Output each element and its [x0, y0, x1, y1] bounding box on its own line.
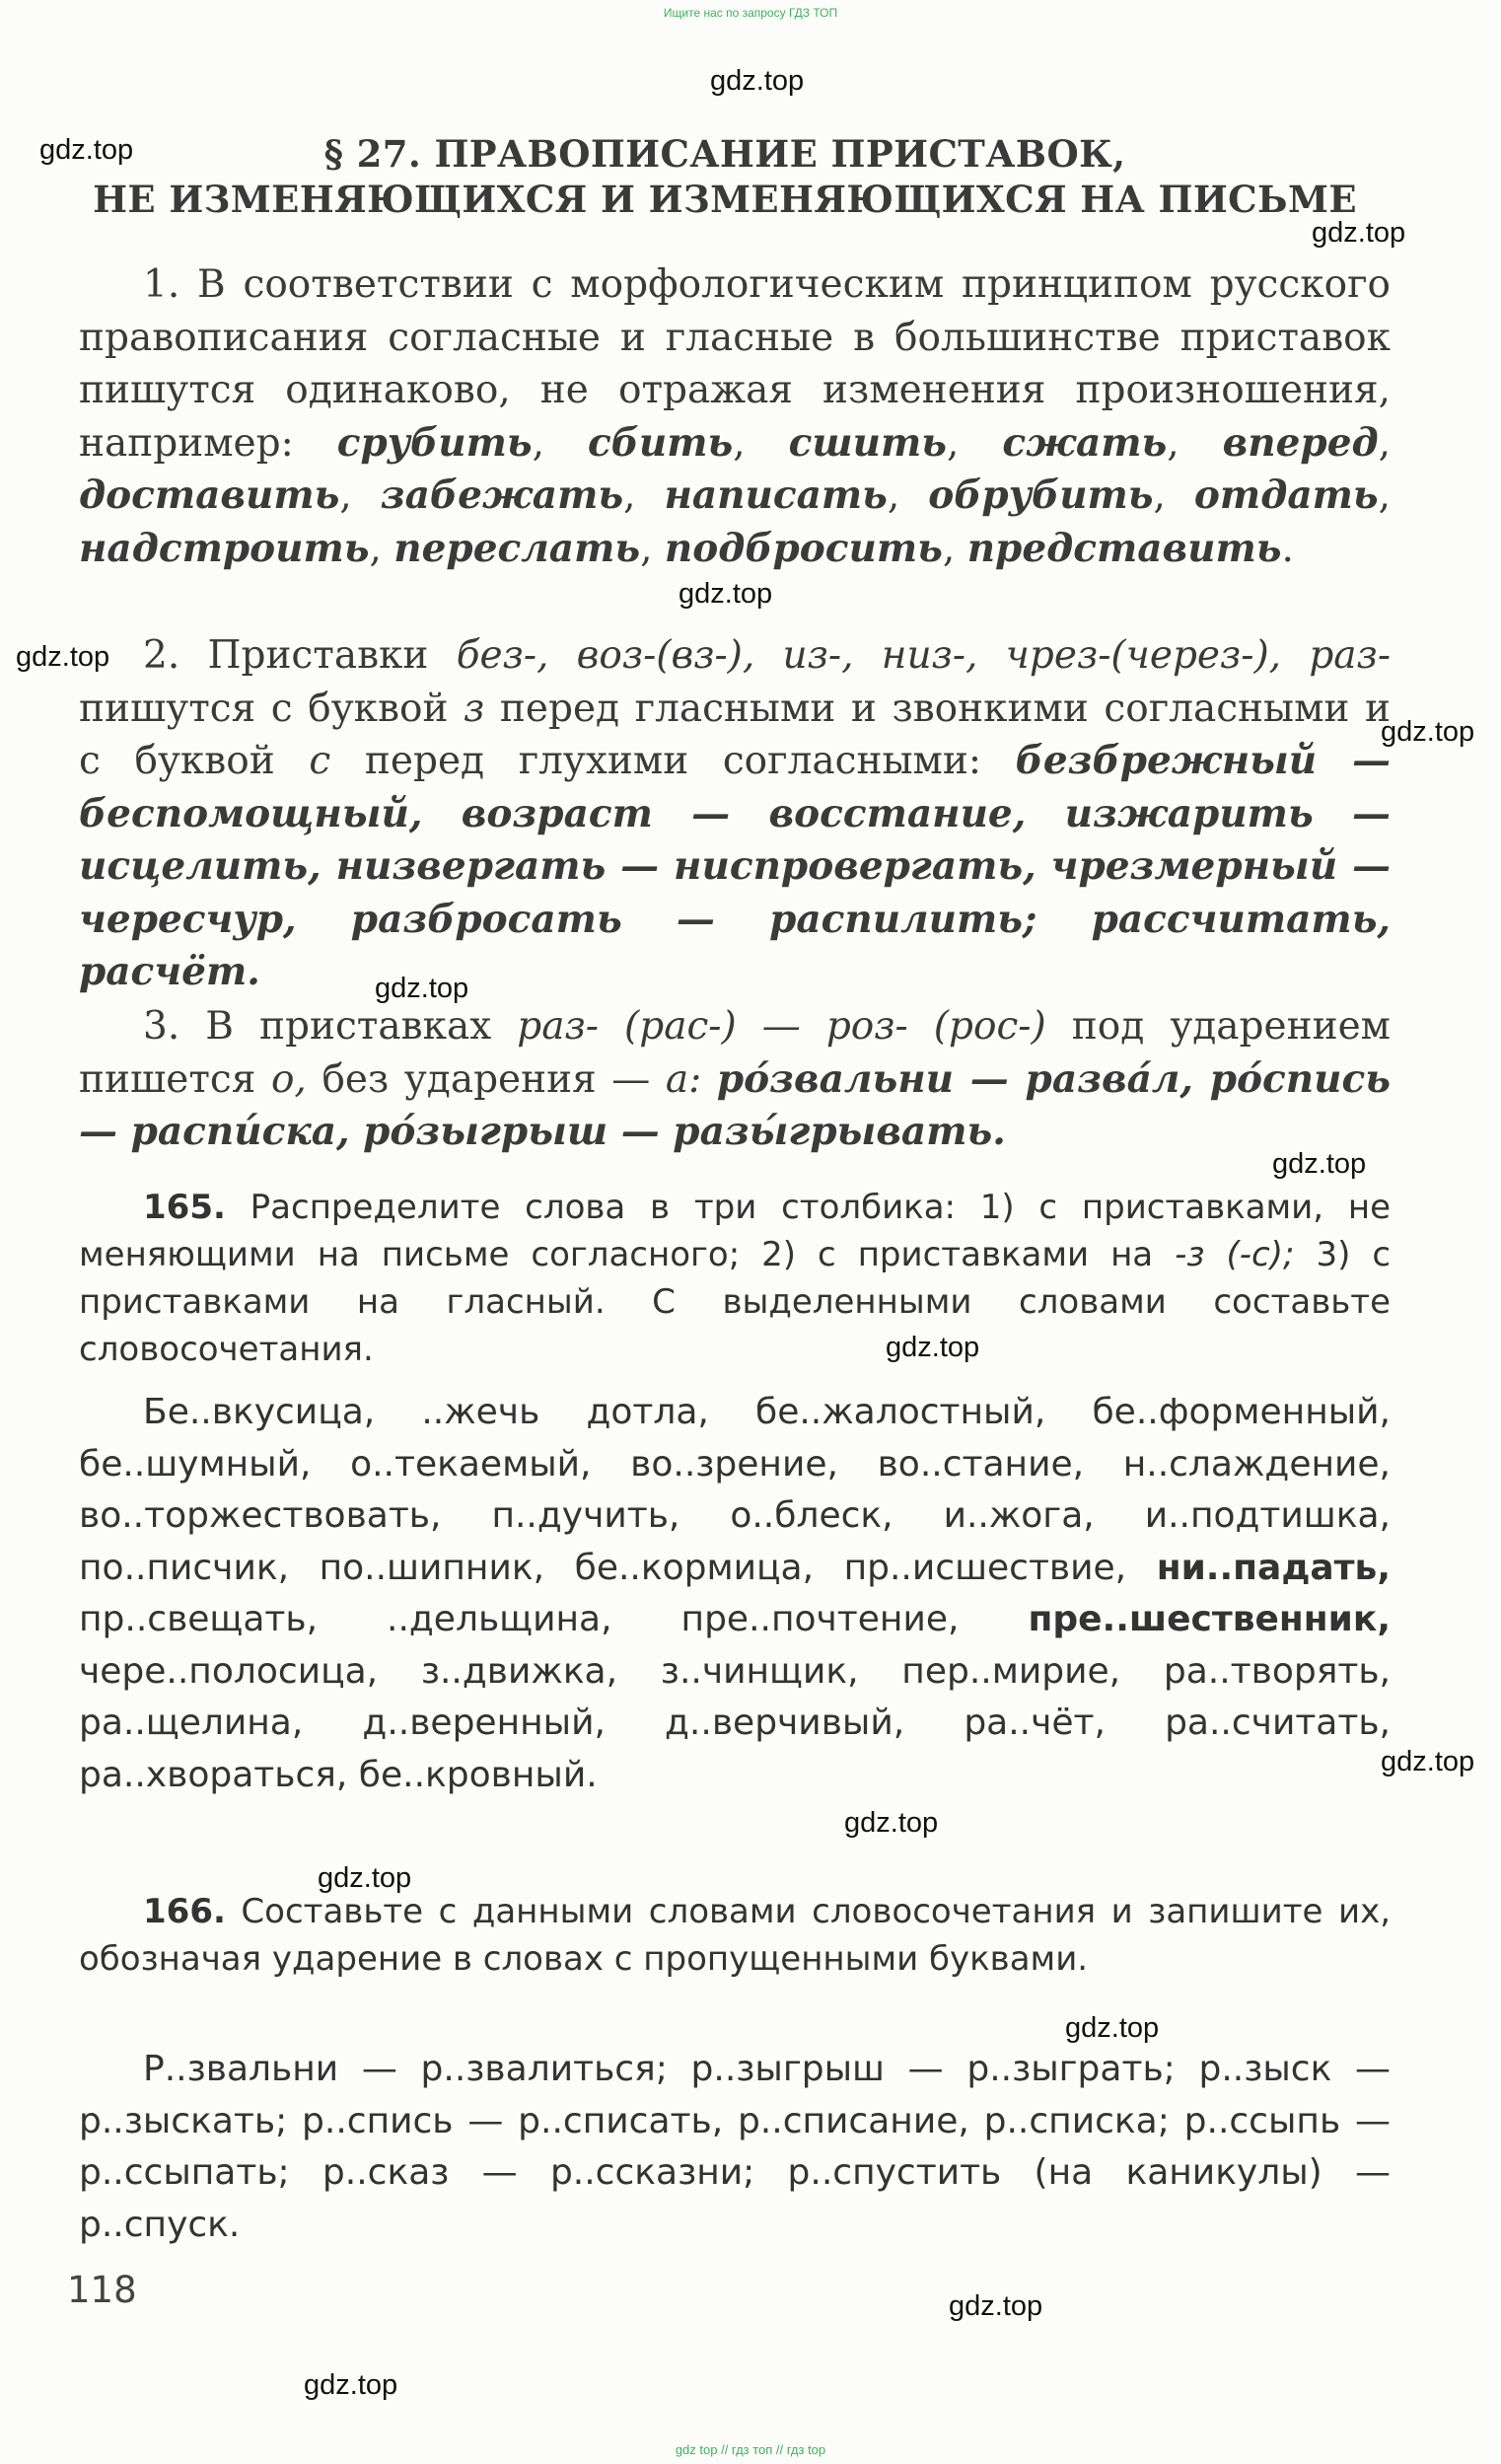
rule-1: 1. В соответствии с морфологическим принципом русского правописания согласные и гласные в большинстве приставок пишутся одинаково, не отражая изменения произношения, например: срубить, сбить, сшить, сжать, вперед, доставить, забежать, написать, обрубить, отдать, надстроить, переслать, подбросить, представить.: [79, 262, 1392, 571]
letter: з: [464, 686, 485, 731]
rule-3-text: 3. В приставках: [143, 1004, 492, 1049]
example-word: сжать: [1002, 419, 1168, 466]
prefix-list: раз- (рас-) — роз- (рос-): [517, 1004, 1046, 1049]
exercise-number: 166.: [143, 1892, 226, 1931]
task-text: 3) с приставками на гласный. С выделенными словами составьте словосочетания.: [79, 1235, 1392, 1369]
word-list: Бе..вкусица, ..жечь дотла, бе..жалостный, бе..форменный, бе..шумный, о..текаемый, во..зрение, во..стание, н..слаждение, во..торжествовать, п..дучить, о..блеск, и..жога, и..подтишка, по..писчик, по..шипник, бе..кормица, пр..исшествие,: [79, 1392, 1391, 1588]
watermark: gdz.top: [886, 1332, 980, 1363]
rule-3: [79, 1000, 1391, 1159]
examples: безбрежный — беспомощный, возраст — восстание, изжарить — исцелить, низвергать — ниспровергать, чрезмерный — чересчур, разбросать — распилить; рассчитать, расчёт.: [79, 738, 1392, 994]
example-word: представить: [966, 525, 1282, 571]
exercise-166-task: [79, 1888, 1391, 1983]
rule-2-text: перед гласными и звонкими согласными и с буквой: [79, 686, 1391, 783]
example-word: обрубить: [928, 472, 1154, 518]
highlighted-word: ни..падать,: [1156, 1547, 1391, 1588]
bottom-banner: gdz top // гдз топ // гдз top: [675, 2442, 826, 2457]
rule-2-text: перед глухими согласными:: [364, 739, 981, 783]
word-list: пр..свещать, ..дельщина, пре..почтение,: [79, 1599, 960, 1639]
rule-1-text: 1. В соответствии с морфологическим принципом русского правописания согласные и гласные в большинстве приставок пишутся одинаково, не отражая изменения произношения, например:: [79, 262, 1391, 466]
exercise-166-words: [79, 2044, 1391, 2251]
watermark: gdz.top: [16, 641, 110, 673]
letter: а:: [665, 1056, 702, 1102]
task-text: Распределите слова в три столбика: 1) с приставками, не меняющими на письме согласного; 2) с приставками на: [79, 1188, 1391, 1274]
prefix: -з (-с);: [1175, 1235, 1295, 1274]
example-word: написать: [664, 472, 888, 518]
watermark: gdz.top: [710, 65, 805, 97]
exercise-165-words: [79, 1387, 1391, 1801]
letter: с: [309, 739, 331, 783]
example-word: вперед: [1222, 419, 1379, 466]
watermark: gdz.top: [304, 2369, 398, 2401]
word-list: чере..полосица, з..движка, з..чинщик, пер..мирие, ра..творять, ра..щелина, д..веренный, д..верчивый, ра..чёт, ра..считать, ра..хвораться, бе..кровный.: [79, 1650, 1391, 1795]
watermark: gdz.top: [949, 2290, 1043, 2322]
example-word: надстроить: [79, 525, 370, 571]
word-list: Р..звальни — р..звалиться; р..зыгрыш — р..зыграть; р..зыск — р..зыскать; р..спись — р..списать, р..списание, р..списка; р..ссыпь — р..ссыпать; р..сказ — р..ссказни; р..спустить (на каникулы) — р..спуск.: [79, 2049, 1391, 2245]
watermark: gdz.top: [1272, 1148, 1367, 1180]
rule-3-text: под ударением пишется: [79, 1004, 1391, 1102]
watermark: gdz.top: [844, 1807, 939, 1839]
letter: о,: [270, 1056, 307, 1102]
watermark: gdz.top: [39, 134, 134, 166]
top-banner: Ищите нас по запросу ГДЗ ТОП: [663, 6, 838, 20]
example-word: переслать: [393, 525, 641, 571]
watermark: gdz.top: [679, 578, 773, 610]
task-text: Составьте с данными словами словосочетания и запишите их, обозначая ударение в словах с пропущенными буквами.: [79, 1892, 1391, 1979]
example-word: сшить: [788, 419, 947, 466]
watermark: gdz.top: [318, 1862, 412, 1894]
example-word: сбить: [587, 419, 734, 466]
page-number: 118: [67, 2269, 137, 2311]
example-word: подбросить: [664, 525, 943, 571]
example-word: доставить: [79, 472, 340, 518]
watermark: gdz.top: [1312, 217, 1406, 249]
examples: ро́звальни — разва́л, ро́спись — распи́ска, ро́зыгрыш — разы́грывать.: [79, 1055, 1391, 1154]
watermark: gdz.top: [1381, 716, 1475, 748]
prefix-list: без-, воз-(вз-), из-, низ-, чрез-(через-), раз-: [456, 633, 1391, 678]
rule-2-text: пишутся с буквой: [79, 686, 449, 731]
exercise-165-task: [79, 1184, 1391, 1373]
rule-2-text: 2. Приставки: [143, 633, 429, 678]
watermark: gdz.top: [1065, 2012, 1160, 2044]
section-title: § 27. ПРАВОПИСАНИЕ ПРИСТАВОК,: [323, 132, 1126, 176]
watermark: gdz.top: [1381, 1746, 1475, 1777]
exercise-number: 165.: [143, 1188, 226, 1227]
example-word: отдать: [1193, 472, 1379, 518]
rule-2: [79, 629, 1391, 999]
example-word: срубить: [336, 419, 533, 466]
highlighted-word: пре..шественник,: [1028, 1599, 1391, 1639]
section-subtitle: НЕ ИЗМЕНЯЮЩИХСЯ И ИЗМЕНЯЮЩИХСЯ НА ПИСЬМЕ: [93, 178, 1357, 221]
rule-3-text: без ударения —: [322, 1056, 651, 1102]
watermark: gdz.top: [375, 973, 469, 1004]
example-word: забежать: [380, 472, 624, 518]
